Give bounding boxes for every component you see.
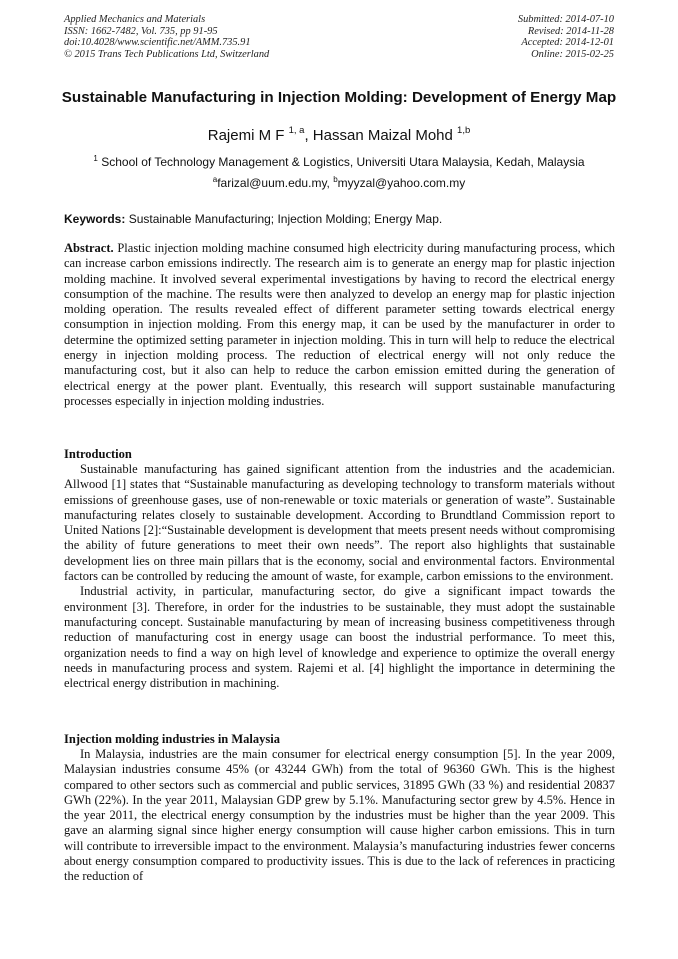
journal-header-left (64, 14, 269, 60)
affiliation-line (40, 155, 638, 170)
email-b[interactable]: myyzal@yahoo.com.my (337, 176, 466, 190)
injection-paragraph-1: In Malaysia, industries are the main consumer for electrical energy consumption [5]. In the year 2009, Malaysian industries consume 45% (or 43244 GWh) from the total of 96360 GWh. This is the highest compared to other sectors such as commercial and public services, 31895 GWh (33 %) and residential 20837 GWh (22%). In the year 2011, Malaysian GDP grew by 5.1%. Manufacturing sector grew by 4.5%. Hence in the year 2011, the electrical energy consumption by the industries must be higher than the year 2009. This gave an alarming signal since higher energy consumption will cause higher carbon emissions. This in turn will contribute to irreversible impact to the environment. Malaysia’s manufacturing industries fewer concerns about energy consumption compared to productivity issues. This is due to the lack of references in practicing the reduction of (64, 747, 615, 884)
accepted-date: Accepted: 2014-12-01 (521, 37, 614, 49)
keywords-label: Keywords: (64, 212, 126, 226)
abstract-text: Plastic injection molding machine consumed high electricity during manufacturing process, which can increase carbon emissions indirectly. The research aim is to generate an energy map for plastic injection molding machine. It involved several experimental investigations by having to record the electrical energy consumption of the machine. The results were then analyzed to develop an energy map for plastic injection molding operation. The results revealed effect of different parameter setting towards electrical energy consumption in injection molding. From this energy map, it can be used by the manufacturer in order to determine the optimized setting parameter in injection molding. This in turn will help to reduce the electrical energy in injection molding process. The reduction of electrical energy will not only reduce the manufacturing cost, but it also can help to reduce the carbon emission emitted during the generation of electrical energy at the power plant. Eventually, this research will support sustainable manufacturing processes especially in injection molding industries. (64, 241, 615, 408)
issn-line: ISSN: 1662-7482, Vol. 735, pp 91-95 (64, 25, 218, 37)
intro-paragraph-1: Sustainable manufacturing has gained significant attention from the industries and the academician. Allwood [1] states that “Sustainable manufacturing as developing technology to transform materials without emissions of greenhouse gases, use of non-renewable or toxic materials or generation of waste”. Sustainable manufacturing relates closely to sustainable development. According to Brundtland Commission report to United Nations [2]:“Sustainable development is development that meets present needs without compromising the ability of future generations to meet their own needs”. The report also highlights that sustainable development lies on three main pillars that is the economy, social and environmental factors. Environmental factors can be controlled by reducing the amount of waste, for example, carbon emissions to the environment. (64, 462, 615, 584)
author-1: Rajemi M F (207, 127, 285, 144)
journal-header-right (518, 14, 614, 60)
paper-title: Sustainable Manufacturing in Injection Molding: Development of Energy Map (61, 89, 617, 106)
abstract-label: Abstract. (64, 241, 114, 255)
affiliation: School of Technology Management & Logistics, Universiti Utara Malaysia, Kedah, Malaysia (101, 155, 585, 169)
affiliation-marker: 1 (93, 154, 98, 163)
introduction-body (64, 462, 615, 691)
revised-date: Revised: 2014-11-28 (527, 25, 614, 37)
author-2: Hassan Maizal Mohd (312, 127, 453, 144)
submitted-date: Submitted: 2014-07-10 (517, 14, 614, 25)
abstract-block (64, 241, 615, 409)
copyright-line: © 2015 Trans Tech Publications Ltd, Switzerland (64, 48, 270, 60)
doi-line[interactable]: doi:10.4028/www.scientific.net/AMM.735.91 (64, 37, 251, 49)
journal-name: Applied Mechanics and Materials (64, 14, 206, 25)
email-b-marker: b (333, 175, 338, 184)
author-line (60, 127, 618, 145)
keywords-line (64, 212, 616, 227)
injection-heading: Injection molding industries in Malaysia (64, 732, 280, 746)
author-separator: , (304, 127, 313, 144)
author-2-affil: 1,b (457, 125, 471, 136)
keywords-text: Sustainable Manufacturing; Injection Molding; Energy Map. (128, 212, 443, 226)
introduction-heading: Introduction (64, 447, 132, 461)
intro-paragraph-2: Industrial activity, in particular, manufacturing sector, do give a significant impact towards the environment [3]. Therefore, in order for the industries to be sustainable, they must adopt the sustainable manufacturing concept. Sustainable manufacturing by mean of increasing business competitiveness through reduction of manufacturing cost in energy usage can boost the industrial performance. To meet this, organization needs to find a way on high level of knowledge and experience to optimize the overall energy needs in manufacturing process and system. Rajemi et al. [4] highlight the importance in determining the electrical energy distribution in machining. (64, 584, 615, 691)
email-a-marker: a (212, 175, 218, 184)
email-line (60, 176, 618, 191)
author-1-affil: 1, a (288, 125, 305, 136)
online-date: Online: 2015-02-25 (531, 48, 614, 60)
email-a[interactable]: farizal@uum.edu.my, (217, 176, 334, 190)
injection-body (64, 747, 615, 885)
